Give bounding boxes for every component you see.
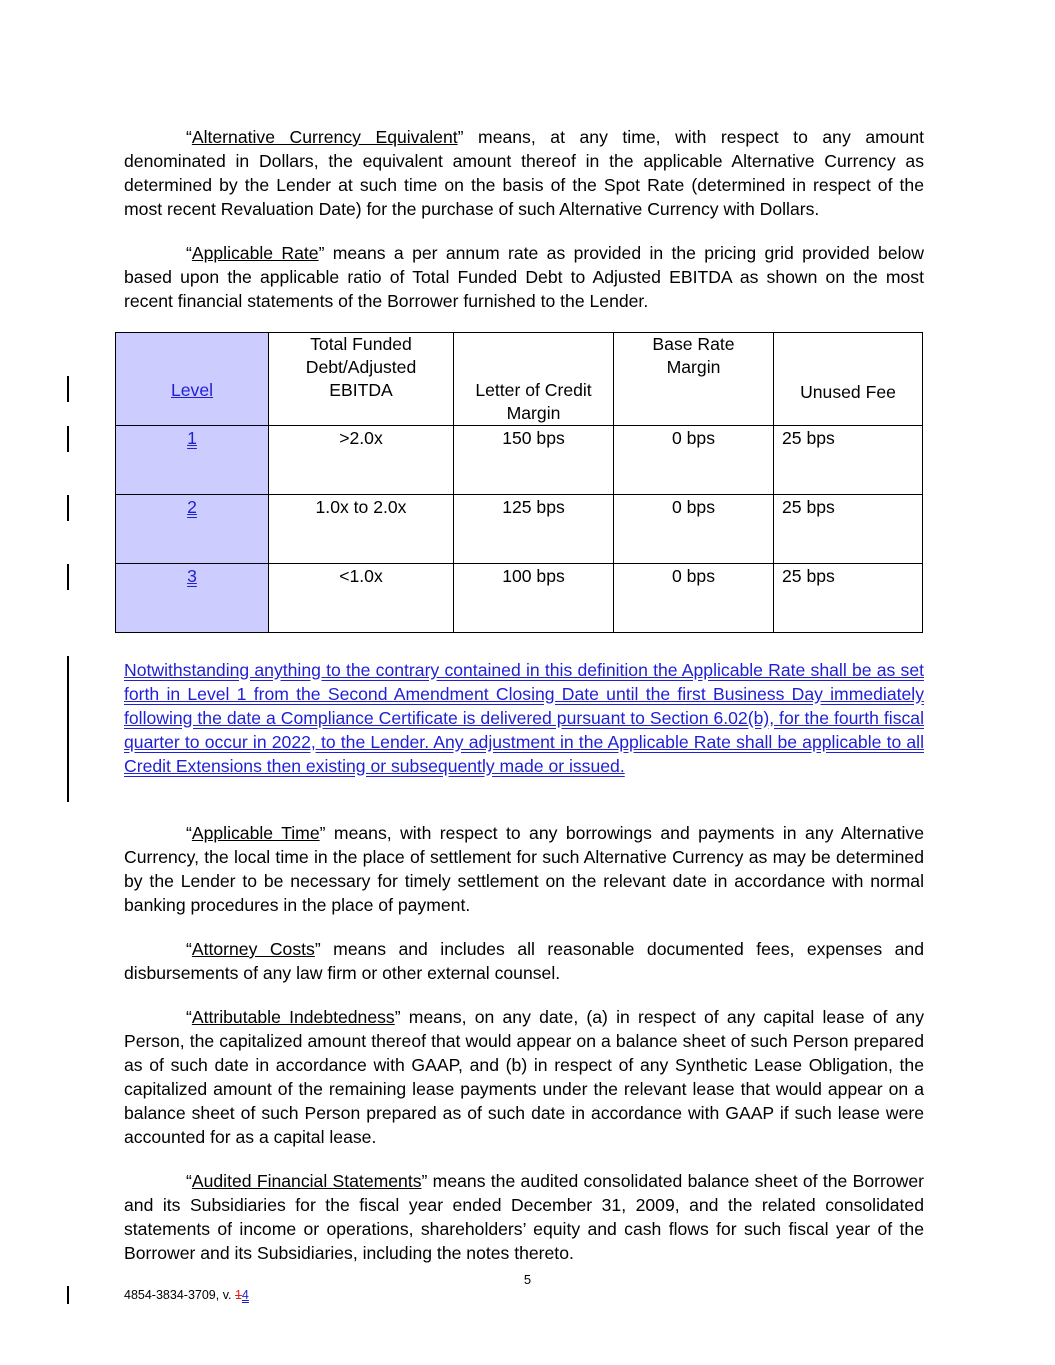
term-attributable-indebtedness: Attributable Indebtedness [191,1007,395,1027]
definition-applicable-rate: “Applicable Rate” means a per annum rate as provided in the pricing grid provided below based upon the applicable ratio of Total Funded Debt to Adjusted EBITDA as shown on the most recent financial statements of the Borrower furnished to the Lender. [124,243,924,311]
level-cell: 3 [116,564,269,633]
change-bar [67,564,69,590]
definition-audited-financial-statements: “Audited Financial Statements” means the audited consolidated balance sheet of the Borrower and its Subsidiaries for the fiscal year ended December 31, 2009, and the related consolidated statements of income or operations, shareholders’ equity and cash flows for such fiscal year of the Borrower and its Subsidiaries, including the notes thereto. [124,1171,924,1263]
term-audited-financial-statements: Audited Financial Statements [191,1171,422,1191]
base-rate-cell: 0 bps [614,495,774,564]
level-cell: 1 [116,426,269,495]
unused-fee-cell: 25 bps [774,426,923,495]
header-level: Level [170,380,214,400]
ratio-cell: 1.0x to 2.0x [269,495,454,564]
unused-fee-cell: 25 bps [774,495,923,564]
change-bar [67,656,69,802]
header-unused-fee-cell: Unused Fee [774,333,923,426]
level-cell: 2 [116,495,269,564]
base-rate-cell: 0 bps [614,564,774,633]
change-bar [67,1286,69,1304]
unused-fee-cell: 25 bps [774,564,923,633]
deleted-version: 1 [234,1288,242,1302]
table-row [116,426,923,495]
term-applicable-time: Applicable Time [191,823,320,843]
loc-margin-cell: 125 bps [454,495,614,564]
header-loc-margin-cell: Letter of Credit Margin [454,333,614,426]
definition-attributable-indebtedness: “Attributable Indebtedness” means, on any date, (a) in respect of any capital lease of any Person, the capitalized amount thereof that would appear on a balance sheet of such Person prepared as of such date in accordance with GAAP, and (b) in respect of any Synthetic Lease Obligation, the capitalized amount of the remaining lease payments under the relevant lease that would appear on a balance sheet of such Person prepared as of such date in accordance with GAAP if such lease were accounted for as a capital lease. [124,1007,924,1147]
table-row [116,564,923,633]
term-alternative-currency-equivalent: Alternative Currency Equivalent [191,127,458,147]
pricing-grid-table [115,332,923,633]
ratio-cell: <1.0x [269,564,454,633]
definition-applicable-time: “Applicable Time” means, with respect to any borrowings and payments in any Alternative Currency, the local time in the place of settlement for such Alternative Currency as may be determined by the Lender to be necessary for timely settlement on the relevant date in accordance with normal banking procedures in the place of payment. [124,823,924,915]
inserted-notwithstanding-paragraph: Notwithstanding anything to the contrary contained in this definition the Applicable Rate shall be as set forth in Level 1 from the Second Amendment Closing Date until the first Business Day immediately following the date a Compliance Certificate is delivered pursuant to Section 6.02(b), for the fourth fiscal quarter to occur in 2022, to the Lender. Any adjustment in the Applicable Rate shall be applicable to all Credit Extensions then existing or subsequently made or issued. [124,660,924,776]
change-bar [67,426,69,452]
table-row [116,495,923,564]
term-attorney-costs: Attorney Costs [191,939,315,959]
definition-alternative-currency-equivalent: “Alternative Currency Equivalent” means, at any time, with respect to any amount denominated in Dollars, the equivalent amount thereof in the applicable Alternative Currency as determined by the Lender at such time on the basis of the Spot Rate (determined in respect of the most recent Revaluation Date) for the purchase of such Alternative Currency with Dollars. [124,127,924,219]
loc-margin-cell: 100 bps [454,564,614,633]
change-bar [67,376,69,402]
base-rate-cell: 0 bps [614,426,774,495]
header-debt-ratio-cell: Total Funded Debt/Adjusted EBITDA [269,333,454,426]
loc-margin-cell: 150 bps [454,426,614,495]
term-applicable-rate: Applicable Rate [191,243,319,263]
table-header-row [116,333,923,426]
header-base-rate-margin-cell: Base Rate Margin [614,333,774,426]
page-number: 5 [523,1272,532,1287]
document-id: 4854-3834-3709, v. 14 [124,1288,249,1302]
change-bar [67,495,69,521]
inserted-version: 4 [241,1288,249,1302]
header-level-cell [116,333,269,426]
ratio-cell: >2.0x [269,426,454,495]
definition-attorney-costs: “Attorney Costs” means and includes all reasonable documented fees, expenses and disbursements of any law firm or other external counsel. [124,939,925,983]
